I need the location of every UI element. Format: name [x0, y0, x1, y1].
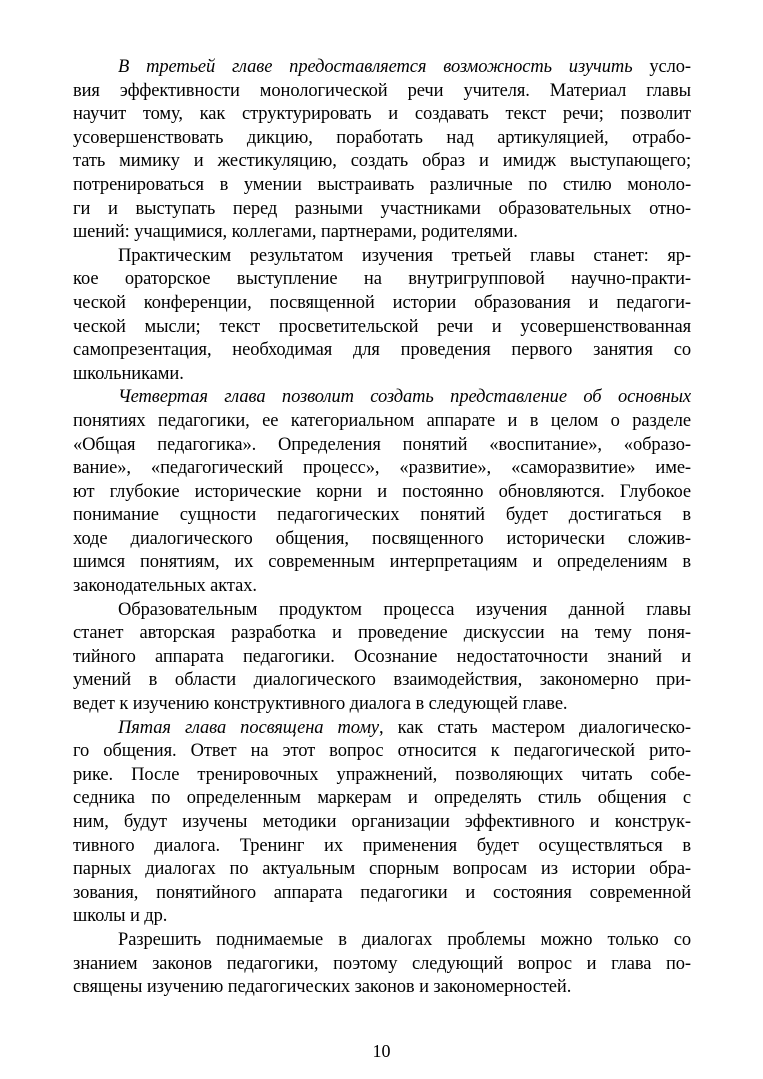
line-text: тийного аппарата педагогики. Осознание недостаточности знаний и: [73, 646, 691, 667]
text-line: [73, 858, 691, 882]
text-line: [73, 740, 691, 764]
text-line: [73, 504, 691, 528]
text-line: [73, 150, 691, 174]
text-line: [73, 339, 691, 363]
text-line: [73, 717, 691, 741]
paragraph: [73, 56, 691, 245]
line-text: ги и выступать перед разными участниками образовательных отно-: [73, 198, 691, 219]
paragraph: [73, 929, 691, 1000]
text-line: [73, 221, 691, 245]
line-text: ведет к изучению конструктивного диалога в следующей главе.: [73, 694, 568, 715]
text-line: [73, 646, 691, 670]
text-line: [73, 835, 691, 859]
text-line: [73, 976, 691, 1000]
text-line: [73, 410, 691, 434]
line-text: потренироваться в умении выстраивать различные по стилю моноло-: [73, 174, 691, 195]
line-text: тать мимику и жестикуляцию, создать образ и имидж выступающего;: [73, 151, 691, 172]
line-text: Образовательным продуктом процесса изучения данной главы: [118, 599, 691, 620]
text-line: [73, 316, 691, 340]
text-line: [73, 386, 691, 410]
text-line: [73, 268, 691, 292]
line-text: шений: учащимися, коллегами, партнерами, родителями.: [73, 222, 518, 243]
italic-phrase: В третьей главе предоставляется возможность изучить: [118, 57, 633, 77]
line-text: школы и др.: [73, 906, 168, 927]
text-line: [73, 245, 691, 269]
line-text: усовершенствовать дикцию, поработать над артикуляцией, отрабо-: [73, 127, 691, 148]
line-text: го общения. Ответ на этот вопрос относится к педагогической рито-: [73, 741, 691, 762]
body-text: [73, 56, 691, 1000]
line-text: вия эффективности монологической речи учителя. Материал главы: [73, 80, 691, 101]
line-text: ним, будут изучены методики организации эффективного и конструк-: [73, 812, 691, 832]
line-text: «Общая педагогика». Определения понятий «воспитание», «образо-: [73, 434, 691, 455]
line-text: ческой мысли; текст просветительской речи и усовершенствованная: [73, 316, 691, 337]
line-text: шимся понятиям, их современным интерпретациям и определениям в: [73, 552, 691, 573]
paragraph: [73, 386, 691, 598]
text-line: [73, 882, 691, 906]
text-line: [73, 292, 691, 316]
text-line: [73, 599, 691, 623]
italic-phrase: Пятая глава посвящена тому: [118, 717, 380, 738]
text-line: [73, 622, 691, 646]
text-line: [73, 103, 691, 127]
line-text: научит тому, как структурировать и создавать текст речи; позволит: [73, 104, 691, 125]
line-text: , как стать мастером диалогическо-: [379, 717, 691, 738]
line-text: понятиях педагогики, ее категориальном аппарате и в целом о разделе: [73, 410, 691, 431]
paragraph: [73, 717, 691, 929]
text-line: [73, 528, 691, 552]
text-line: [73, 764, 691, 788]
text-line: [73, 905, 691, 929]
line-text: самопрезентация, необходимая для проведения первого занятия со: [73, 340, 691, 361]
text-line: [73, 669, 691, 693]
line-text: тивного диалога. Тренинг их применения будет осуществляться в: [73, 835, 691, 856]
line-text: станет авторская разработка и проведение дискуссии на тему поня-: [73, 623, 691, 644]
paragraph: [73, 245, 691, 387]
paragraph: [73, 599, 691, 717]
line-text: ходе диалогического общения, посвященного исторически сложив-: [73, 528, 691, 549]
text-line: [73, 80, 691, 104]
line-text: Разрешить поднимаемые в диалогах проблемы можно только со: [118, 929, 691, 950]
text-line: [73, 787, 691, 811]
line-text: зования, понятийного аппарата педагогики и состояния современной: [73, 882, 691, 903]
line-text: вание», «педагогический процесс», «развитие», «саморазвитие» име-: [73, 458, 691, 479]
text-line: [73, 693, 691, 717]
text-line: [73, 551, 691, 575]
line-text: понимание сущности педагогических понятий будет достигаться в: [73, 505, 691, 526]
line-text: рике. После тренировочных упражнений, позволяющих читать собе-: [73, 764, 691, 785]
italic-phrase: Четвертая глава позволит создать представление об основных: [118, 387, 691, 408]
line-text: ют глубокие исторические корни и постоянно обновляются. Глубокое: [73, 481, 691, 502]
text-line: [73, 457, 691, 481]
text-line: [73, 56, 691, 80]
page-number: 10: [372, 1041, 391, 1061]
text-line: [73, 363, 691, 387]
line-text: священы изучению педагогических законов и закономерностей.: [73, 977, 572, 998]
line-text: умений в области диалогического взаимодействия, закономерно при-: [73, 670, 691, 691]
line-text: парных диалогах по актуальным спорным вопросам из истории обра-: [73, 859, 691, 880]
text-line: [73, 575, 691, 599]
line-text: усло-: [632, 57, 691, 77]
line-text: седника по определенным маркерам и определять стиль общения с: [73, 788, 691, 809]
text-line: [73, 953, 691, 977]
text-line: [73, 198, 691, 222]
line-text: Практическим результатом изучения третьей главы станет: яр-: [118, 245, 691, 266]
text-line: [73, 929, 691, 953]
line-text: знанием законов педагогики, поэтому следующий вопрос и глава по-: [73, 953, 691, 974]
text-line: [73, 127, 691, 151]
line-text: законодательных актах.: [73, 576, 257, 597]
text-line: [73, 434, 691, 458]
line-text: школьниками.: [73, 363, 184, 384]
text-line: [73, 174, 691, 198]
text-line: [73, 811, 691, 835]
text-line: [73, 481, 691, 505]
line-text: ческой конференции, посвященной истории образования и педагоги-: [73, 292, 691, 313]
line-text: кое ораторское выступление на внутригрупповой научно-практи-: [73, 269, 691, 290]
